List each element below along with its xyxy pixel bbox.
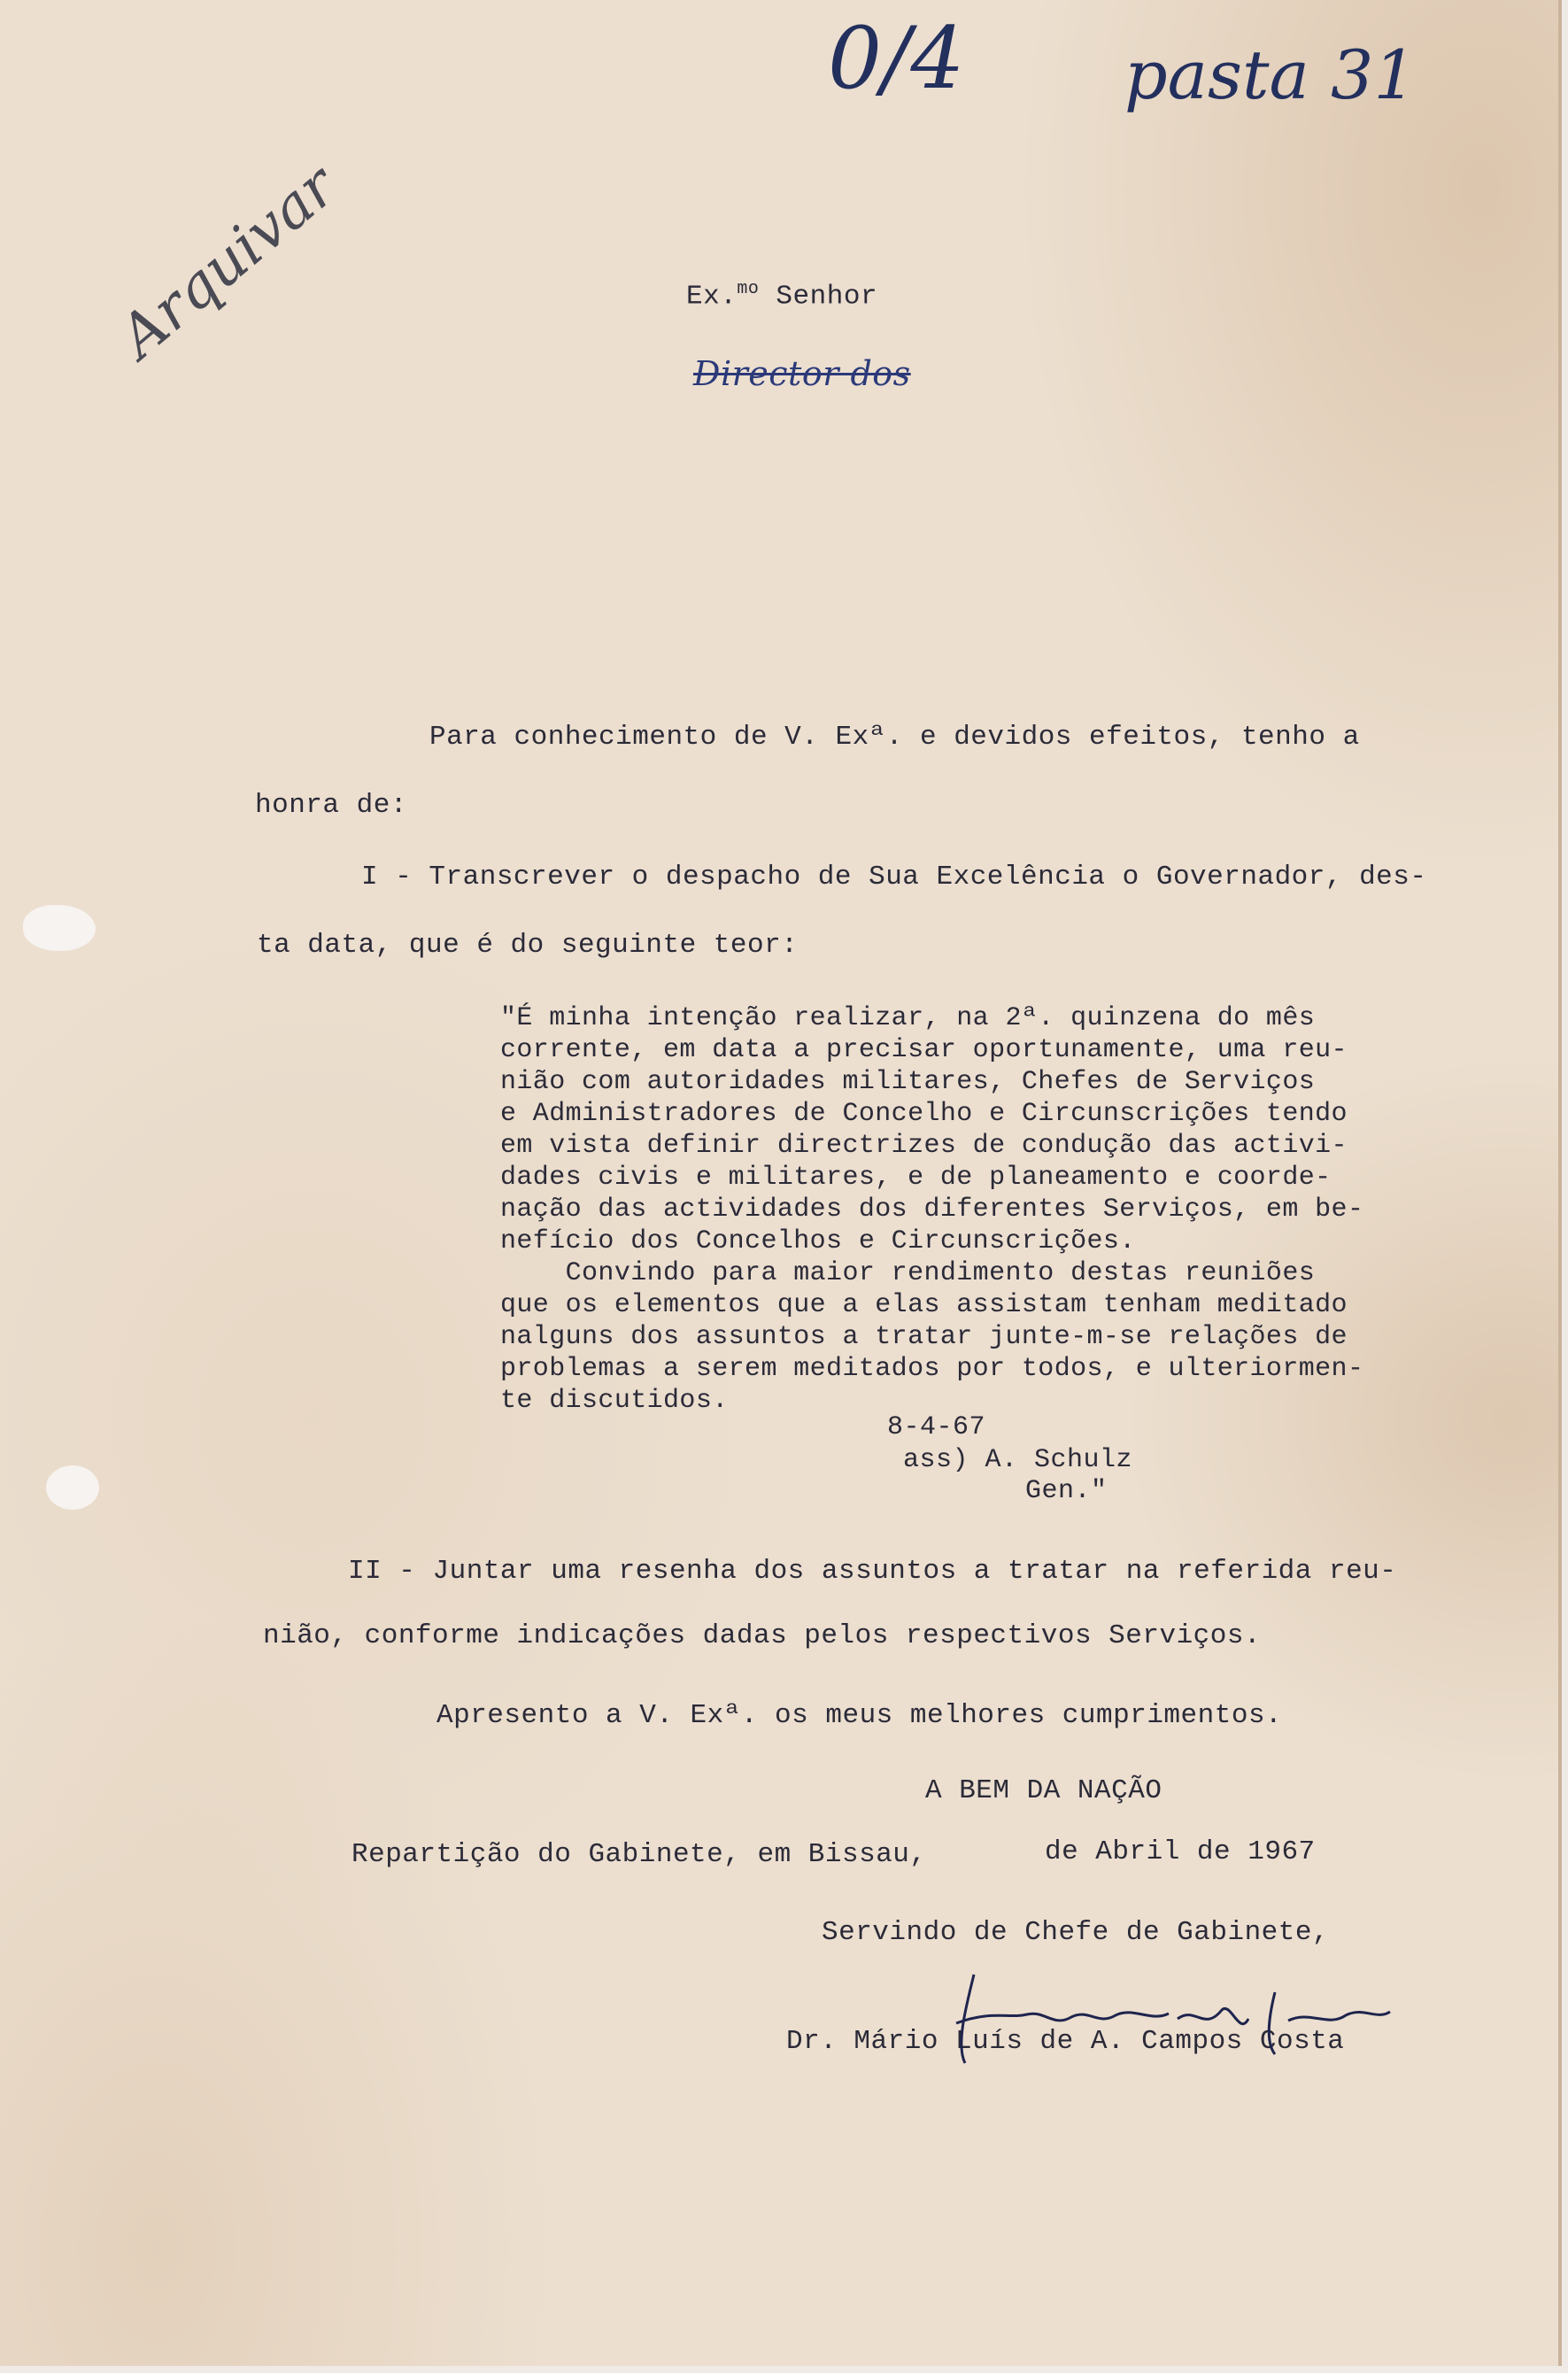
punch-hole-bottom [46,1465,99,1510]
salutation-sup: mo [737,279,760,299]
handwritten-signature [938,1957,1399,2081]
intro-line-2: honra de: [255,790,407,821]
punch-hole-top [23,905,96,951]
quote-line: dades civis e militares, e de planeamento e coorde- [500,1163,1332,1193]
quote-line: nefício dos Concelhos e Circunscrições. [500,1226,1136,1256]
signatory-name: Dr. Mário Luís de A. Campos Costa [786,2026,1345,2057]
salutation-rest: Senhor [759,281,878,313]
item1-line-1: I - Transcrever o despacho de Sua Excelência o Governador, des- [361,862,1427,893]
item2-line-1: II - Juntar uma resenha dos assuntos a tratar na referida reu- [348,1556,1397,1587]
quote-line: que os elementos que a elas assistam tenham meditado [500,1290,1348,1320]
place: Repartição do Gabinete, em Bissau, [351,1839,927,1870]
handwritten-reference: 0/4 [828,9,965,108]
quote-line: e Administradores de Concelho e Circunscrições tendo [500,1099,1348,1129]
quote-line: corrente, em data a precisar oportunamente, uma reu- [500,1035,1348,1065]
date: de Abril de 1967 [1045,1836,1316,1867]
motto: A BEM DA NAÇÃO [925,1775,1162,1806]
salutation [686,279,877,312]
quote-line: nalguns dos assuntos a tratar junte-m-se relações de [500,1322,1348,1352]
handwritten-pasta: pasta 31 [1124,35,1417,114]
quote-rank: Gen." [1025,1476,1108,1506]
quote-line: Convindo para maior rendimento destas reuniões [500,1258,1316,1288]
salutation-prefix: Ex. [686,281,738,313]
quote-line: problemas a serem meditados por todos, e ulteriormen- [500,1354,1364,1384]
intro-line-1: Para conhecimento de V. Exª. e devidos efeitos, tenho a [429,722,1360,753]
quoted-dispatch [500,1002,1363,1417]
quote-line: nião com autoridades militares, Chefes de Serviços [500,1067,1316,1097]
quote-signed: ass) A. Schulz [903,1445,1133,1475]
handwritten-margin-note: Arquivar [106,151,350,371]
struck-addressee: Director dos [693,354,911,393]
quote-line: em vista definir directrizes de condução das activi- [500,1131,1348,1161]
item1-line-2: ta data, que é do seguinte teor: [257,930,799,961]
item2-line-2: nião, conforme indicações dadas pelos respectivos Serviços. [263,1620,1262,1651]
quote-line: te discutidos. [500,1386,729,1416]
quote-line: nação das actividades dos diferentes Serviços, em be- [500,1194,1364,1225]
compliments: Apresento a V. Exª. os meus melhores cumprimentos. [436,1700,1283,1731]
quote-line: "É minha intenção realizar, na 2ª. quinzena do mês [500,1003,1316,1033]
signatory-role: Servindo de Chefe de Gabinete, [822,1917,1330,1948]
quote-date: 8-4-67 [887,1412,986,1442]
